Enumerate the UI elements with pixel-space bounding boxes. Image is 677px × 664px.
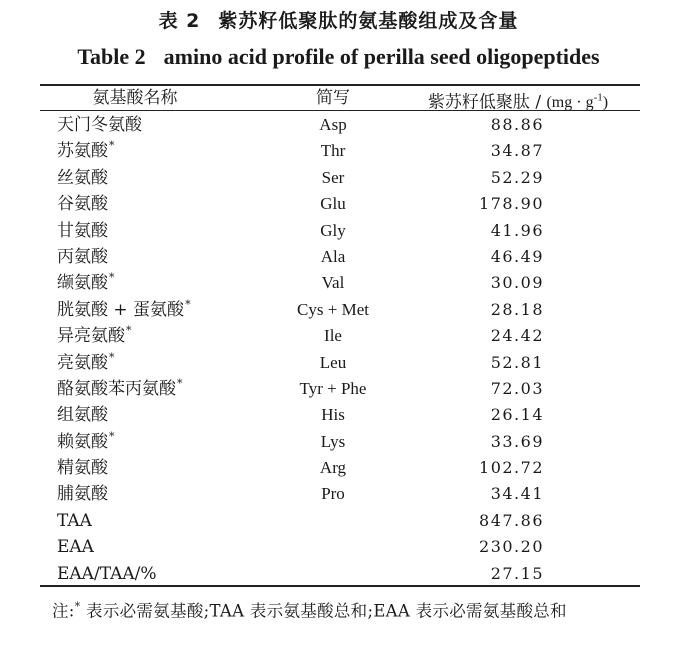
amino-acid-name: 酪氨酸苯丙氨酸 — [57, 378, 176, 399]
cell-amino-acid-name — [57, 244, 287, 270]
cell-amino-acid-name — [57, 191, 287, 217]
header-content-unit — [546, 94, 608, 111]
header-unit-base: (mg · g — [546, 94, 594, 112]
cell-abbreviation: Thr — [320, 141, 346, 161]
cell-content-value: 27.15 — [490, 563, 544, 583]
amino-acid-name: 赖氨酸 — [57, 431, 108, 452]
cell-content-value: 230.20 — [479, 537, 544, 557]
cell-content-value: 178.90 — [479, 194, 544, 214]
table-row — [0, 561, 677, 587]
amino-acid-name: TAA — [57, 510, 92, 531]
cell-content-value: 34.41 — [490, 484, 544, 504]
amino-acid-name: 苏氨酸 — [57, 141, 108, 162]
table-caption-en: amino acid profile of perilla seed oligopeptides — [163, 44, 600, 69]
cell-amino-acid-name — [57, 402, 287, 428]
header-content-label: 紫苏籽低聚肽 / — [427, 92, 547, 113]
cell-abbreviation: Ala — [320, 246, 346, 266]
cell-amino-acid-name — [57, 376, 287, 404]
cell-content-value: 33.69 — [490, 431, 544, 451]
amino-acid-name: 甘氨酸 — [57, 220, 108, 241]
essential-marker: * — [109, 350, 115, 364]
table-row — [0, 297, 677, 323]
essential-marker: * — [177, 376, 183, 390]
header-amino-acid-name: 氨基酸名称 — [92, 88, 178, 108]
cell-content-value: 24.42 — [490, 326, 544, 346]
cell-abbreviation: Lys — [320, 431, 346, 451]
essential-marker: * — [109, 139, 115, 153]
footnote-star: * — [74, 600, 81, 613]
cell-abbreviation: Tyr + Phe — [299, 378, 367, 398]
cell-abbreviation: Asp — [319, 115, 347, 134]
footnote-prefix: 注: — [52, 601, 75, 621]
table-row — [0, 165, 677, 191]
table-title-cn — [0, 6, 677, 33]
table-row — [0, 508, 677, 534]
cell-content-value: 28.18 — [490, 299, 544, 319]
cell-abbreviation: Ser — [321, 167, 345, 187]
table-header-rule — [40, 110, 640, 111]
cell-amino-acid-name — [57, 455, 287, 481]
amino-acid-name: 谷氨酸 — [57, 194, 108, 215]
cell-amino-acid-name — [57, 481, 287, 507]
table-row — [0, 323, 677, 349]
cell-abbreviation: Gly — [320, 220, 346, 240]
table-bottom-rule — [40, 585, 640, 587]
cell-content-value: 46.49 — [490, 246, 544, 266]
cell-abbreviation: Cys + Met — [297, 299, 369, 319]
cell-abbreviation: Arg — [319, 458, 347, 478]
cell-amino-acid-name — [57, 429, 287, 457]
cell-content-value: 30.09 — [490, 273, 544, 293]
cell-amino-acid-name — [57, 508, 287, 534]
cell-content-value: 34.87 — [490, 141, 544, 161]
table-row — [0, 218, 677, 244]
amino-acid-name: 脯氨酸 — [57, 484, 108, 505]
cell-abbreviation: Ile — [324, 326, 342, 346]
table-title-en — [0, 44, 677, 70]
cell-amino-acid-name — [57, 218, 287, 244]
cell-abbreviation: Glu — [320, 194, 346, 214]
amino-acid-name: 天门冬氨酸 — [57, 115, 142, 135]
footnote-text: 表示必需氨基酸;TAA 表示氨基酸总和;EAA 表示必需氨基酸总和 — [80, 601, 567, 621]
header-abbreviation: 简写 — [316, 88, 350, 108]
essential-marker: * — [109, 271, 115, 285]
cell-content-value: 52.81 — [490, 352, 544, 372]
table-row — [0, 138, 677, 164]
cell-abbreviation: Pro — [321, 484, 345, 504]
table-caption-cn: 紫苏籽低聚肽的氨基酸组成及含量 — [218, 10, 519, 32]
cell-content-value: 102.72 — [479, 458, 544, 478]
amino-acid-name: 丙氨酸 — [57, 246, 108, 267]
cell-abbreviation: His — [321, 405, 345, 425]
header-content — [398, 86, 638, 113]
amino-acid-name: 亮氨酸 — [57, 352, 108, 373]
cell-amino-acid-name — [57, 534, 287, 560]
table-row — [0, 481, 677, 507]
cell-content-value: 52.29 — [490, 167, 544, 187]
cell-amino-acid-name — [57, 270, 287, 298]
table-row — [0, 376, 677, 402]
table-footnote — [16, 592, 661, 626]
cell-amino-acid-name — [57, 138, 287, 166]
table-row — [0, 455, 677, 481]
table-row — [0, 191, 677, 217]
amino-acid-name: 缬氨酸 — [57, 273, 108, 294]
table-row — [0, 270, 677, 296]
essential-marker: * — [109, 429, 115, 443]
cell-amino-acid-name — [57, 561, 287, 587]
amino-acid-name: 异亮氨酸 — [57, 326, 125, 347]
cell-content-value: 88.86 — [490, 115, 544, 134]
essential-marker: * — [126, 324, 132, 338]
cell-abbreviation: Leu — [319, 352, 347, 372]
table-number-cn: 表 2 — [158, 10, 201, 32]
table-number-en: Table 2 — [77, 44, 146, 69]
table-row — [0, 429, 677, 455]
amino-acid-name: 丝氨酸 — [57, 167, 108, 188]
cell-abbreviation: Val — [321, 273, 345, 293]
amino-acid-name: EAA/TAA/% — [57, 563, 157, 584]
amino-acid-name: 精氨酸 — [57, 458, 108, 479]
cell-content-value: 41.96 — [490, 220, 544, 240]
table-row — [0, 534, 677, 560]
table-row — [0, 112, 677, 138]
cell-amino-acid-name — [57, 297, 287, 325]
cell-amino-acid-name — [57, 165, 287, 191]
cell-content-value: 72.03 — [490, 378, 544, 398]
cell-content-value: 26.14 — [490, 405, 544, 425]
table-row — [0, 244, 677, 270]
table-row — [0, 350, 677, 376]
table-body — [0, 112, 677, 587]
header-unit-exponent: -1 — [593, 92, 603, 104]
cell-content-value: 847.86 — [479, 510, 544, 530]
essential-marker: * — [185, 297, 191, 311]
amino-acid-name: 组氨酸 — [57, 405, 108, 426]
header-unit-close: ) — [602, 94, 609, 112]
cell-amino-acid-name — [57, 112, 287, 138]
amino-acid-name: EAA — [57, 537, 94, 558]
amino-acid-name: 胱氨酸 + 蛋氨酸 — [57, 299, 185, 320]
cell-amino-acid-name — [57, 350, 287, 378]
cell-amino-acid-name — [57, 323, 287, 351]
table-row — [0, 402, 677, 428]
